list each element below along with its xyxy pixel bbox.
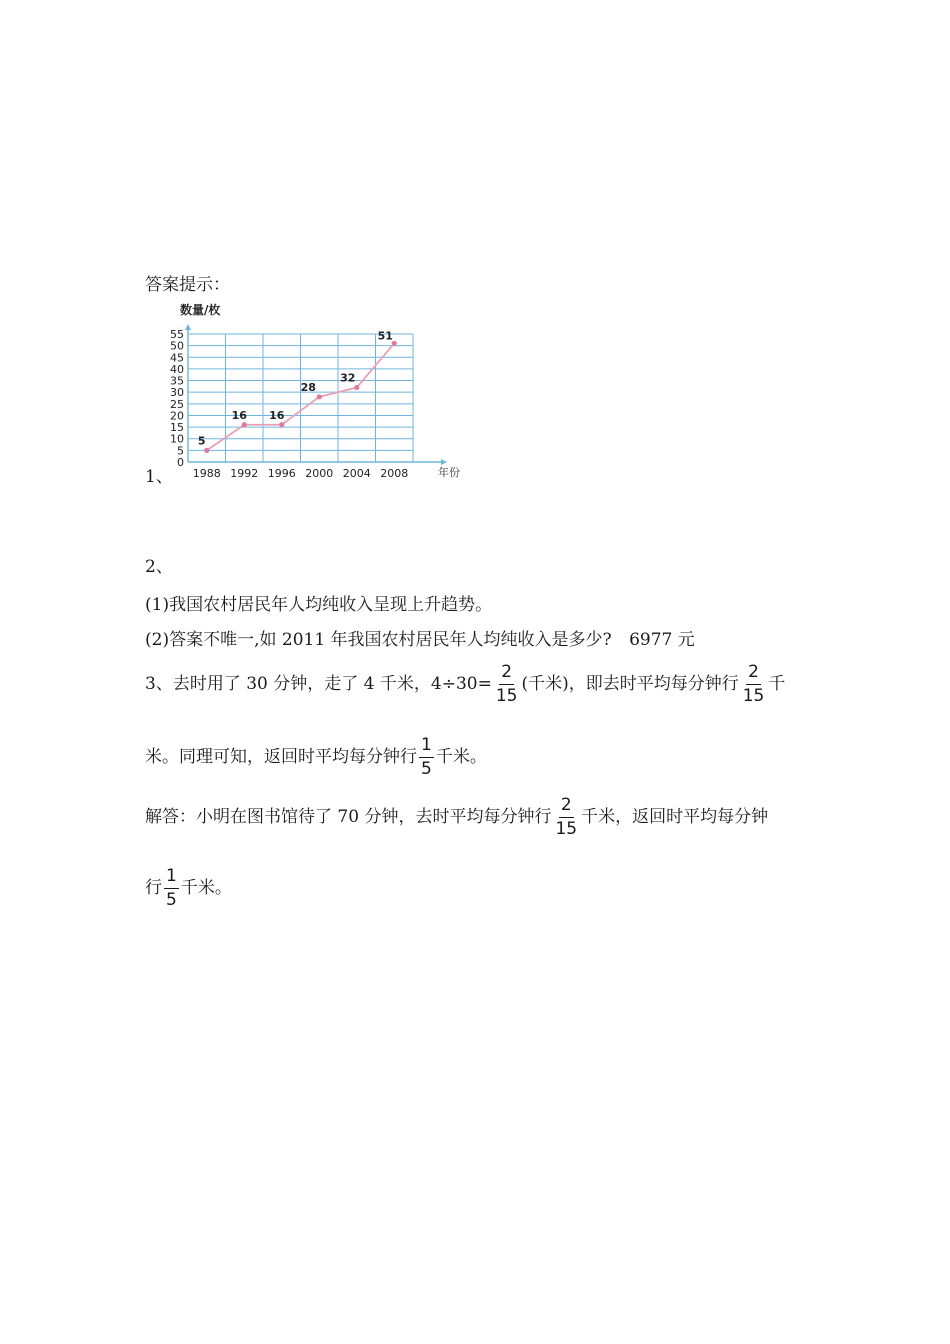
x-tick-label: 2004 [342,467,371,480]
y-tick-label: 5 [177,444,184,458]
q3-solution-line-2 [145,868,232,909]
fraction-numerator: 1 [419,737,434,758]
y-tick-labels [170,328,184,469]
chart-grid [185,324,447,465]
fraction [741,664,767,705]
q3-text: 千 [768,674,786,694]
question-1-label: 1、 [145,467,173,487]
data-point [242,422,247,427]
q2-answer-part-2 [145,625,695,650]
y-tick-label: 25 [170,397,184,411]
data-label: 16 [269,408,285,422]
data-label: 32 [340,371,356,385]
fraction [164,868,179,909]
fraction-denominator: 5 [421,759,432,779]
data-label: 16 [231,408,247,422]
fraction [419,737,434,778]
data-label: 5 [197,434,206,448]
q2-answer-part-1: (1)我国农村居民年人均纯收入呈现上升趋势。 [145,595,493,615]
y-axis-label: 数量/枚 [180,303,221,317]
fraction-denominator: 5 [166,890,177,910]
fraction [494,664,520,705]
data-series [198,329,397,453]
y-tick-label: 30 [170,386,184,400]
x-axis-arrow [441,459,447,465]
x-tick-labels [193,467,409,480]
q3-solution-line-1 [145,797,768,838]
q3-text: (千米)，即去时平均每分钟行 [521,674,739,694]
q2-part-2-question: (2)答案不唯一,如 2011 年我国农村居民年人均纯收入是多少? [145,630,612,650]
x-tick-label: 1988 [192,467,221,480]
data-point [279,422,284,427]
data-point [317,394,322,399]
answer-heading: 答案提示： [145,275,230,295]
question-2-label: 2、 [145,557,173,577]
y-axis-arrow [185,324,191,330]
q3-text: 千米。 [180,878,232,898]
y-tick-label: 50 [170,339,184,353]
fraction-numerator: 2 [499,664,514,685]
y-tick-label: 0 [177,456,184,469]
x-tick-label: 1992 [230,467,259,480]
q3-text: 千米。 [435,747,487,767]
x-axis-label: 年份 [438,466,460,479]
fraction-denominator: 15 [495,686,518,706]
y-tick-label: 35 [170,374,184,388]
y-tick-label: 10 [170,432,184,446]
y-tick-label: 20 [170,409,184,423]
q3-text: 解答：小明在图书馆待了 70 分钟，去时平均每分钟行 [145,807,552,827]
fraction [553,797,579,838]
fraction-denominator: 15 [555,819,578,839]
fraction-denominator: 15 [742,686,765,706]
data-point [204,448,209,453]
q3-text: 米。同理可知，返回时平均每分钟行 [145,747,417,767]
q3-line-1 [145,664,785,705]
q3-text: 千米，返回时平均每分钟 [581,807,769,827]
q3-text: 行 [145,878,162,898]
x-tick-label: 2008 [380,467,409,480]
q3-line-2 [145,737,487,778]
y-tick-label: 55 [170,328,184,341]
data-label: 51 [377,329,393,343]
y-tick-label: 40 [170,362,184,376]
fraction-numerator: 2 [559,797,574,818]
q2-part-2-answer: 6977 元 [629,630,695,650]
data-point [354,385,359,390]
x-tick-label: 2000 [305,467,334,480]
y-tick-label: 15 [170,421,184,435]
fraction-numerator: 1 [164,868,179,889]
y-tick-label: 45 [170,351,184,365]
x-tick-label: 1996 [267,467,296,480]
q3-text: 3、去时用了 30 分钟，走了 4 千米，4÷30= [145,674,492,694]
fraction-numerator: 2 [746,664,761,685]
line-chart [168,298,478,484]
data-label: 28 [300,380,316,394]
